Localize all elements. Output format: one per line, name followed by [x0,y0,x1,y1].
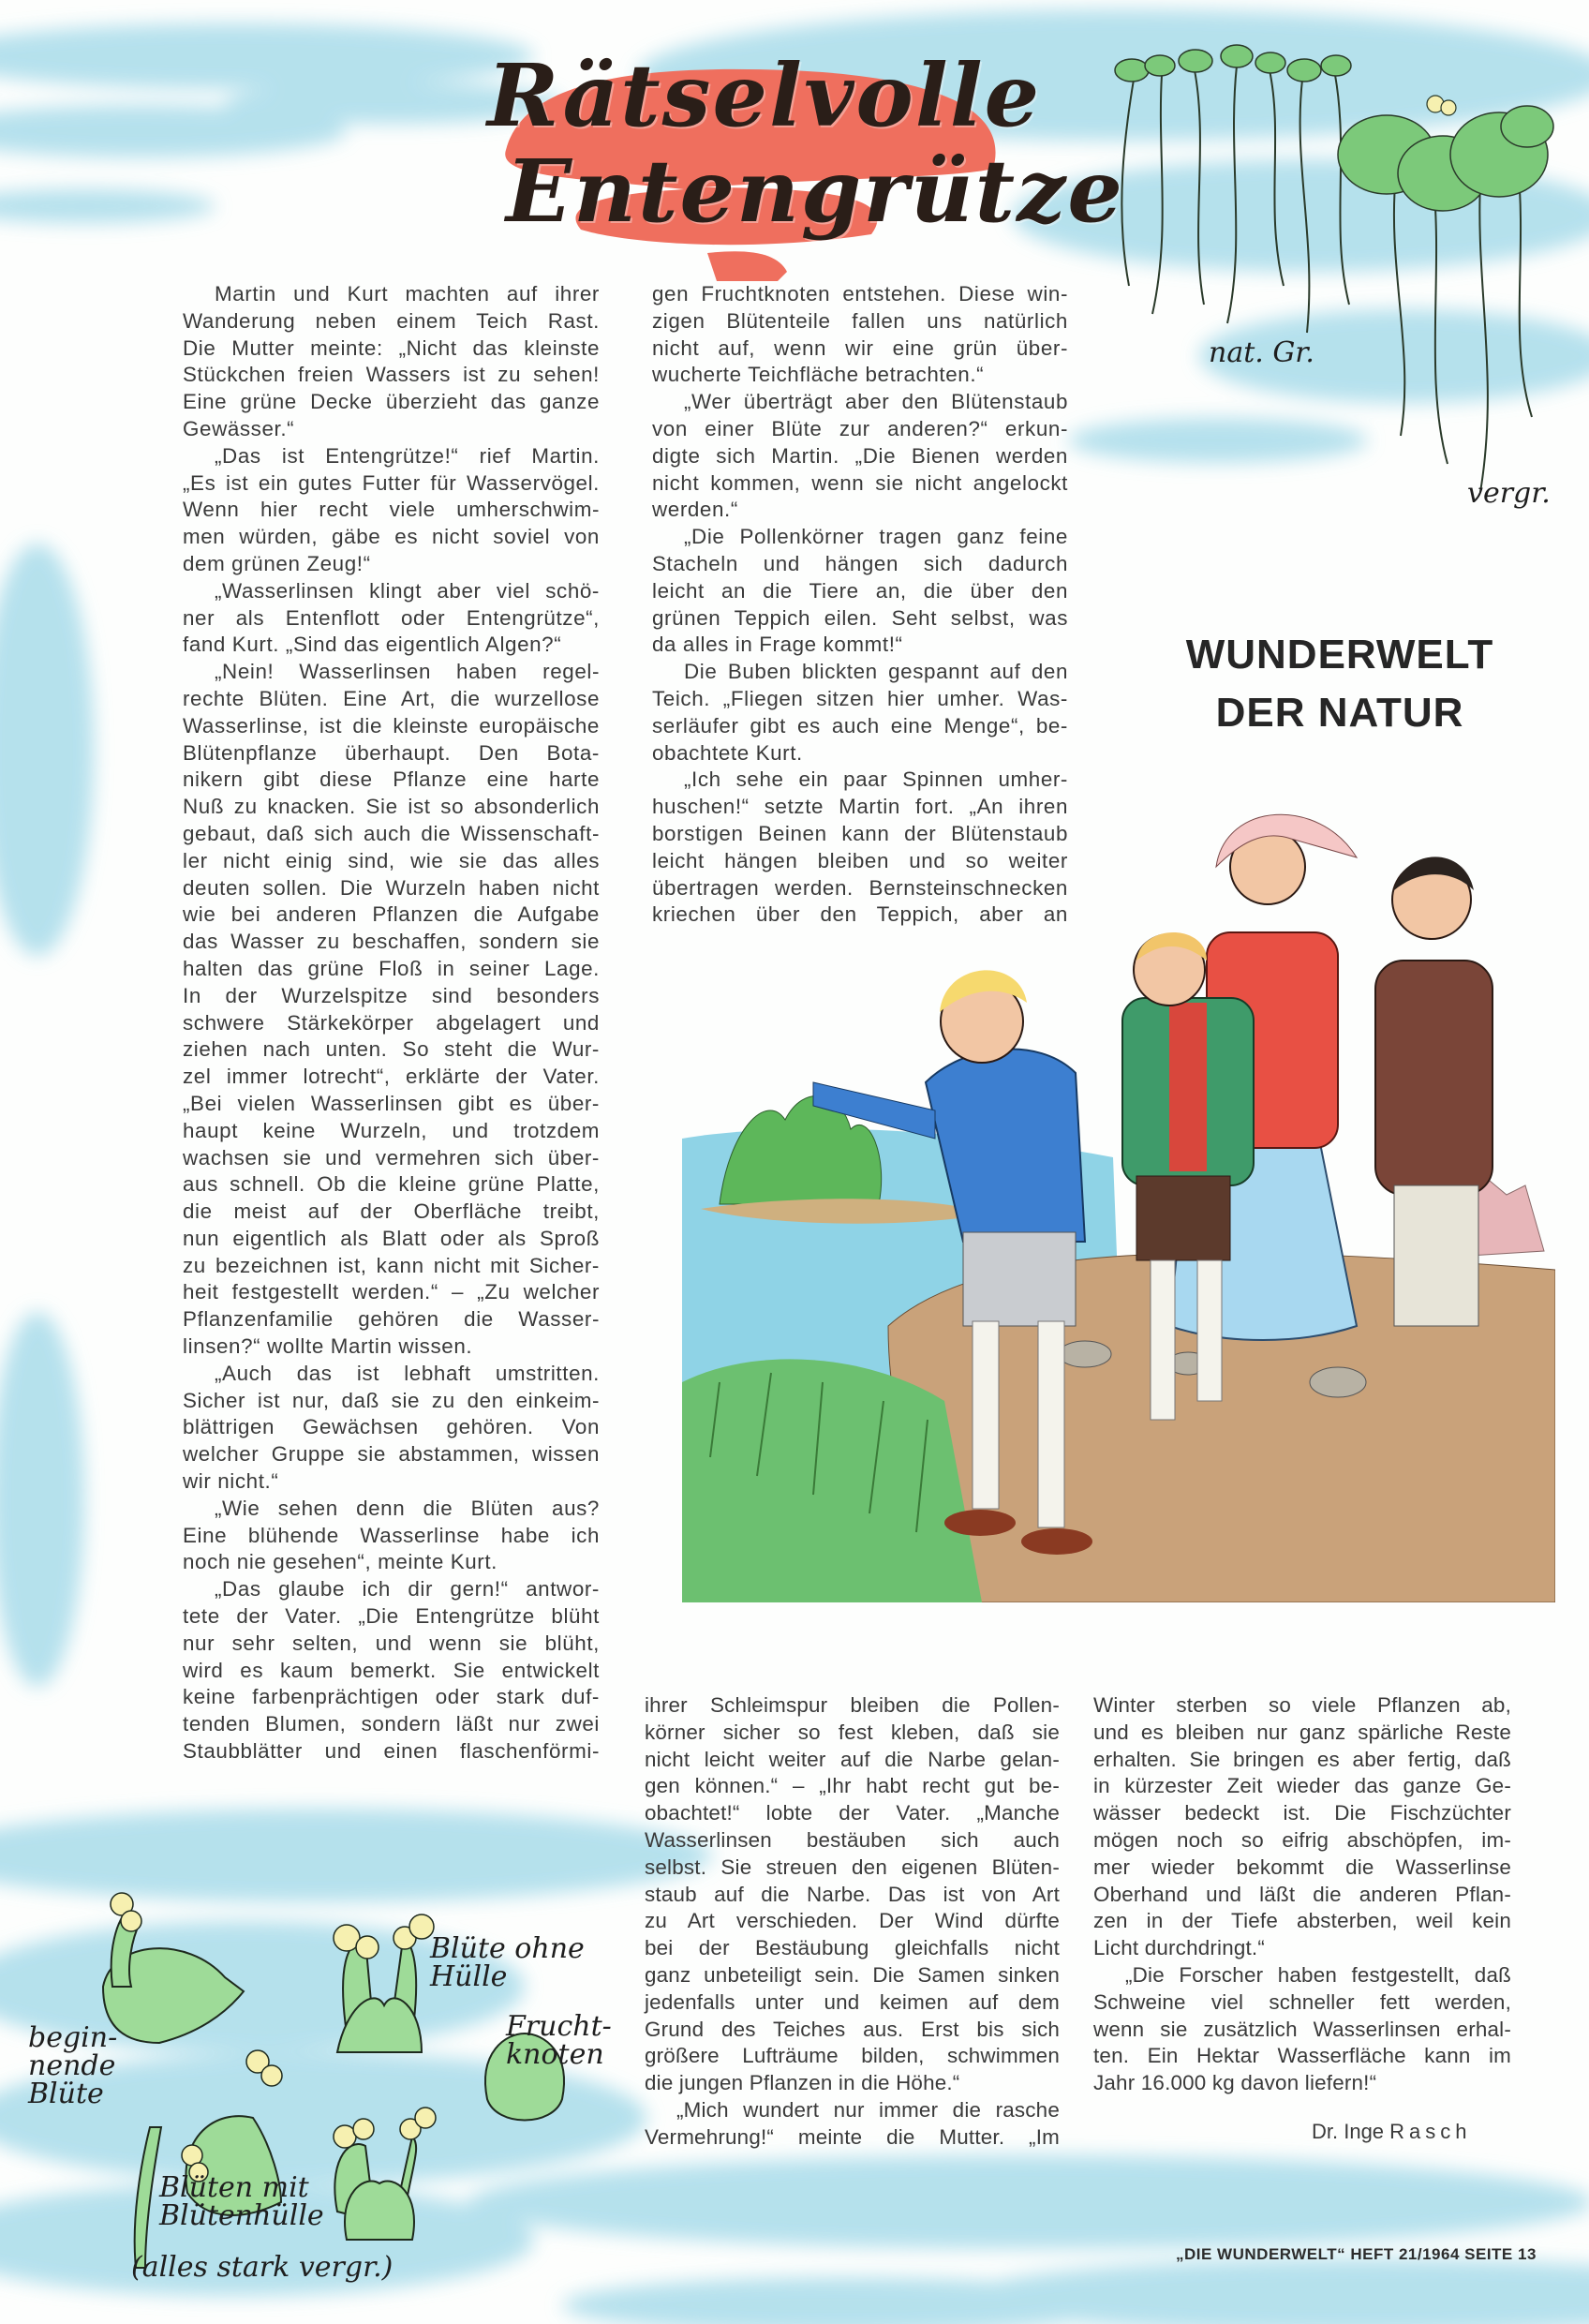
paragraph [183,578,600,659]
text-line: „Ich sehe ein paar Spinnen umher- [684,767,1068,792]
text-column-2-top [652,281,1068,929]
section-heading-line-2: DER NATUR [1215,690,1464,736]
text-line: rechte Blüten. Eine Art, die wurzellose [183,686,600,710]
paragraph [183,281,600,443]
text-line: In der Wurzelspitze sind besonders [183,983,600,1007]
text-line: digte sich Martin. „Die Bienen werden [652,443,1068,468]
text-line: jedenfalls unter und keimen auf dem [645,1989,1060,2014]
text-line: übertragen werden. Bernsteinschnecken [652,875,1068,900]
text-line: staub auf die Narbe. Das ist von Art [645,1882,1060,1906]
text-line: erhalten. Sie bringen es aber fertig, daß [1093,1747,1511,1771]
text-line: welcher Gruppe sie abstammen, wissen [183,1442,600,1467]
title-line-2: Entengrütze [506,141,1124,242]
text-line: ten. Ein Hektar Wasserfläche kann im [1093,2044,1511,2068]
text-line: größere Lufträume bilden, schwimmen [645,2044,1060,2068]
text-line: „Wie sehen denn die Blüten aus? [215,1496,600,1520]
paragraph [183,1361,600,1496]
text-line: wachsen sie und vermehren sich über- [183,1145,600,1169]
text-line: leicht hängen bleiben und so weiter [652,848,1068,872]
section-heading-line-1: WUNDERWELT [1185,632,1494,678]
text-line: nicht kommen, wenn sie nicht angelockt [652,470,1068,495]
text-line: keine farbenprächtigen oder stark duf- [183,1685,600,1709]
text-line: Staubblätter und einen flaschenförmi- [183,1739,600,1764]
text-line: werden.“ [652,498,738,522]
page-footer: „DIE WUNDERWELT“ HEFT 21/1964 SEITE 13 [1176,2245,1537,2263]
text-line: das Wasser zu beschaffen, sondern sie [183,930,600,954]
text-line: noch nie gesehen“, meinte Kurt. [183,1550,497,1574]
text-line: wie bei anderen Pflanzen die Aufgabe [183,902,600,927]
paragraph [652,659,1068,767]
paragraph [183,443,600,578]
text-line: Wenn hier recht viele umherschwim- [183,498,600,522]
text-line: „Wer überträgt aber den Blütenstaub [684,390,1068,414]
paragraph [645,2097,1060,2152]
text-line: obachtete Kurt. [652,740,803,765]
text-line: Winter sterben so viele Pflanzen ab, [1093,1693,1511,1717]
text-line: ler nicht einig sind, wie sie das alles [183,848,600,872]
text-line: tete der Vater. „Die Entengrütze blüht [183,1604,600,1629]
text-line: Licht durchdringt.“ [1093,1936,1266,1960]
text-line: „Die Forscher haben festgestellt, daß [1125,1962,1511,1987]
text-line: fand Kurt. „Sind das eigentlich Algen?“ [183,633,562,657]
figure-father [1375,857,1492,1326]
text-line: und es bleiben nur ganz spärliche Reste [1093,1720,1511,1744]
text-line: gebaut, daß sich auch die Wissenschaft- [183,821,600,845]
text-line: „Es ist ein gutes Futter für Wasservögel. [183,470,600,495]
text-column-2-bottom [645,1692,1060,2152]
text-line: mögen noch so eifrig abschöpfen, im- [1093,1827,1511,1852]
title-line-1: Rätselvolle [487,45,1042,146]
text-line: Sicher ist nur, daß sie zu den einkeim- [183,1388,600,1412]
label-flowers-with-envelope: Blüten mit Blütenhülle [159,2171,324,2232]
label-enlarged: vergr. [1467,477,1551,510]
text-line: bei der Bestäubung gleichfalls nicht [645,1936,1060,1960]
text-line: Grund des Teiches aus. Erst bis sich [645,2017,1060,2041]
text-line: zu bezeichnen ist, kann nicht mit Sicher- [183,1253,600,1277]
section-heading [1162,626,1518,742]
text-line: serläufer gibt es auch eine Menge“, be- [652,713,1068,737]
text-line: nur sehr selten, und wenn sie blüht, [183,1631,600,1655]
text-line: mer wieder bekommt die Wasserlinse [1093,1855,1511,1879]
paragraph [645,1692,1060,2097]
text-line: die meist auf der Oberfläche treibt, [183,1199,600,1224]
text-line: obachtet!“ lobte der Vater. „Manche [645,1801,1060,1825]
text-line: zen in der Tiefe absterben, weil kein [1093,1909,1511,1933]
text-line: Gewässer.“ [183,416,295,440]
author-byline [1312,2120,1472,2144]
label-flower-without-envelope: Blüte ohne Hülle [430,1932,585,1993]
text-line: „Nein! Wasserlinsen haben regel- [215,660,600,684]
text-line: „Auch das ist lebhaft umstritten. [215,1361,600,1385]
label-all-enlarged: (alles stark vergr.) [131,2251,394,2284]
text-line: „Die Pollenkörner tragen ganz feine [684,525,1068,549]
text-line: Pflanzenfamilie gehören die Wasser- [183,1307,600,1332]
article-title [468,37,1124,281]
text-line: Vermehrung!“ meinte die Mutter. „Im [645,2124,1060,2149]
text-line: Jahr 16.000 kg davon liefern!“ [1093,2071,1377,2095]
text-line: da alles in Frage kommt!“ [652,633,903,657]
text-line: körner sicher so fest kleben, daß sie [645,1720,1060,1744]
text-line: nicht leicht weiter auf die Narbe gelan- [645,1747,1060,1771]
text-line: Wasserlinsen bestäuben sich auch [645,1827,1060,1852]
text-line: Eine blühende Wasserlinse habe ich [183,1523,600,1547]
text-line: ziehen nach unten. So steht die Wur- [183,1037,600,1062]
text-line: men würden, gäbe es nicht soviel von [183,525,600,549]
text-line: Die Mutter meinte: „Nicht das kleinste [183,335,600,360]
author-prefix: Dr. Inge [1312,2120,1385,2143]
text-line: wucherte Teichfläche betrachten.“ [652,363,985,387]
text-line: Teich. „Fliegen sitzen hier umher. Was- [652,686,1068,710]
text-line: huschen!“ setzte Martin fort. „An ihren [652,795,1068,819]
text-line: Martin und Kurt machten auf ihrer [215,282,600,305]
text-line: Stückchen freien Wassers ist zu sehen! [183,363,600,387]
text-line: zigen Blütenteile fallen uns natürlich [652,308,1068,333]
text-line: gen Fruchtknoten entstehen. Diese win- [652,282,1068,305]
text-line: nun eigentlich als Blatt oder als Sproß [183,1226,600,1250]
text-line: blättrigen Gewächsen gehören. Von [183,1415,600,1439]
text-line: Wasserlinse, ist die kleinste europäische [183,713,600,737]
text-line: nicht auf, wenn wir eine grün über- [652,335,1068,360]
text-line: selbst. Sie streuen den eigenen Blüten- [645,1855,1060,1879]
text-line: schwere Stärkekörper abgelagert und [183,1010,600,1035]
label-beginning-flower: begin-nende Blüte [28,2021,118,2110]
paragraph [183,1496,600,1576]
text-column-1 [183,281,600,1765]
paragraph [652,524,1068,659]
text-line: „Das ist Entengrütze!“ rief Martin. [215,443,600,468]
text-line: ihrer Schleimspur bleiben die Pollen- [645,1693,1060,1717]
text-line: linsen?“ wollte Martin wissen. [183,1334,473,1359]
text-line: in kürzester Zeit wieder das ganze Ge- [1093,1774,1511,1798]
paragraph [183,659,600,1361]
paragraph [652,767,1068,929]
text-line: haupt keine Wurzeln, und trotzdem [183,1118,600,1142]
text-line: heit festgestellt werden.“ – „Zu welcher [183,1280,600,1304]
text-line: zel immer lotrecht“, erklärte der Vater. [183,1065,600,1089]
text-line: tenden Blumen, sondern läßt nur zwei [183,1712,600,1736]
text-line: von einer Blüte zur anderen?“ erkun- [652,416,1068,440]
text-line: Nuß zu knacken. Sie ist so absonderlich [183,795,600,819]
text-line: Stacheln und hängen sich dadurch [652,551,1068,575]
text-line: „Mich wundert nur immer die rasche [676,2097,1060,2122]
text-line: halten das grüne Floß in seiner Lage. [183,956,600,980]
text-line: „Das glaube ich dir gern!“ antwor- [215,1577,600,1601]
text-column-3 [1093,1692,1511,2097]
text-line: aus schnell. Ob die kleine grüne Platte, [183,1172,600,1197]
author-surname: Rasch [1389,2120,1472,2143]
text-line: deuten sollen. Die Wurzeln haben nicht [183,875,600,900]
label-ovary: Frucht-knoten [506,2010,612,2071]
text-line: borstigen Beinen kann der Blütenstaub [652,821,1068,845]
paragraph [652,389,1068,524]
text-line: wässer bedeckt ist. Die Fischzüchter [1093,1801,1511,1825]
text-line: wir nicht.“ [183,1469,279,1494]
text-line: Oberhand und läßt die anderen Pflan- [1093,1882,1511,1906]
text-line: dem grünen Zeug!“ [183,551,371,575]
text-line: Eine grüne Decke überzieht das ganze [183,390,600,414]
text-line: Wanderung neben einem Teich Rast. [183,308,600,333]
text-line: Die Buben blickten gespannt auf den [684,660,1068,684]
text-line: zu Art verschieden. Der Wind dürfte [645,1909,1060,1933]
text-line: „Bei vielen Wasserlinsen gibt es über- [183,1091,600,1115]
paragraph [183,1576,600,1765]
label-natural-size: nat. Gr. [1209,336,1314,369]
text-line: Schweine viel schneller fett werden, [1093,1989,1511,2014]
text-line: kriechen über den Teppich, aber an [652,902,1068,927]
text-line: ner als Entenflott oder Entengrütze“, [183,605,600,630]
paragraph [652,281,1068,389]
text-line: leicht an die Tiere an, die über den [652,578,1068,603]
text-line: nikern gibt diese Pflanze eine harte [183,767,600,792]
paragraph [1093,1962,1511,2097]
text-line: wird es kaum bemerkt. Sie entwickelt [183,1658,600,1682]
text-line: die jungen Pflanzen in die Höhe.“ [645,2071,960,2095]
text-line: Blütenpflanze überhaupt. Den Bota- [183,740,600,765]
duckweed-illustration [1106,23,1574,529]
text-line: ganz unbeteiligt sein. Die Samen sinken [645,1962,1060,1987]
text-line: „Wasserlinsen klingt aber viel schö- [215,578,600,603]
text-line: wenn sie zusätzlich Wasserlinsen erhal- [1093,2017,1511,2041]
text-line: grünen Teppich eilen. Seht selbst, was [652,605,1068,630]
paragraph [1093,1692,1511,1962]
text-line: gen können.“ – „Ihr habt recht gut be- [645,1774,1060,1798]
